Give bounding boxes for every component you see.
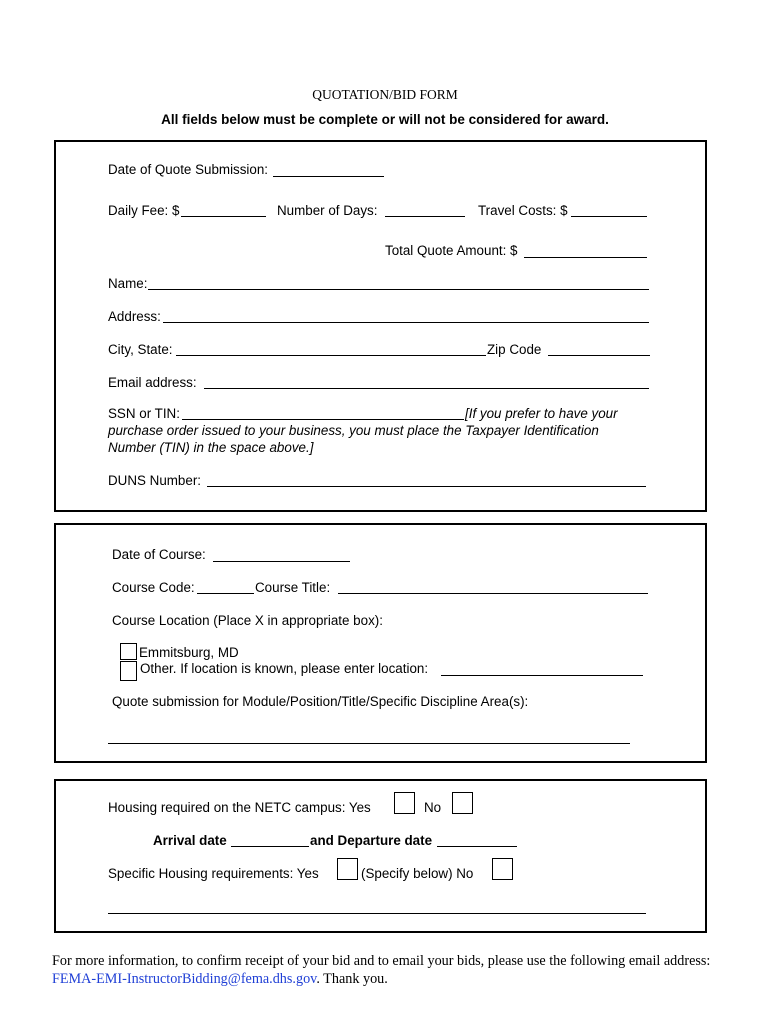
emmitsburg-checkbox[interactable] bbox=[120, 643, 137, 660]
duns-number-label: DUNS Number: bbox=[108, 473, 202, 488]
quote-details-section bbox=[54, 140, 707, 512]
total-quote-label: Total Quote Amount: $ bbox=[385, 243, 518, 258]
duns-number-field[interactable] bbox=[207, 486, 646, 487]
name-label: Name: bbox=[108, 276, 148, 291]
housing-required-label: Housing required on the NETC campus: Yes bbox=[108, 800, 371, 815]
emmitsburg-label: Emmitsburg, MD bbox=[139, 645, 239, 660]
specify-below-no-label: (Specify below) No bbox=[361, 866, 474, 881]
zip-code-field[interactable] bbox=[548, 355, 650, 356]
housing-no-checkbox[interactable] bbox=[452, 792, 473, 814]
arrival-date-label: Arrival date bbox=[153, 833, 227, 848]
address-label: Address: bbox=[108, 309, 161, 324]
quote-submission-field[interactable] bbox=[108, 743, 630, 744]
housing-no-label: No bbox=[424, 800, 442, 815]
date-of-course-field[interactable] bbox=[213, 561, 350, 562]
quote-submission-label: Quote submission for Module/Position/Title/Specific Discipline Area(s): bbox=[112, 694, 529, 709]
specific-housing-yes-checkbox[interactable] bbox=[337, 858, 358, 880]
city-state-label: City, State: bbox=[108, 342, 173, 357]
ssn-tin-note-line3: Number (TIN) in the space above.] bbox=[108, 440, 314, 455]
name-field[interactable] bbox=[148, 289, 649, 290]
footer-thanks: . Thank you. bbox=[316, 971, 388, 987]
zip-code-label: Zip Code bbox=[487, 342, 542, 357]
ssn-tin-note-line2: purchase order issued to your business, you must place the Taxpayer Identification bbox=[108, 423, 599, 438]
ssn-tin-label: SSN or TIN: bbox=[108, 406, 180, 421]
housing-yes-checkbox[interactable] bbox=[394, 792, 415, 814]
course-code-label: Course Code: bbox=[112, 580, 195, 595]
form-title: QUOTATION/BID FORM bbox=[312, 87, 458, 102]
date-of-quote-label: Date of Quote Submission: bbox=[108, 162, 269, 177]
email-address-label: Email address: bbox=[108, 375, 197, 390]
date-of-course-label: Date of Course: bbox=[112, 547, 206, 562]
ssn-tin-note-line1: [If you prefer to have your bbox=[465, 406, 618, 421]
ssn-tin-field[interactable] bbox=[182, 419, 464, 420]
contact-email-link[interactable]: FEMA-EMI-InstructorBidding@fema.dhs.gov bbox=[52, 971, 317, 987]
number-of-days-field[interactable] bbox=[385, 216, 465, 217]
footer-text: For more information, to confirm receipt of your bid and to email your bids, please use the following email address: bbox=[52, 953, 711, 969]
other-location-checkbox[interactable] bbox=[120, 661, 137, 681]
other-location-field[interactable] bbox=[441, 675, 643, 676]
departure-date-label: and Departure date bbox=[310, 833, 433, 848]
email-address-field[interactable] bbox=[204, 388, 649, 389]
address-field[interactable] bbox=[163, 322, 649, 323]
specific-housing-label: Specific Housing requirements: Yes bbox=[108, 866, 319, 881]
course-title-label: Course Title: bbox=[255, 580, 331, 595]
form-instructions: All fields below must be complete or will not be considered for award. bbox=[161, 112, 609, 127]
course-code-field[interactable] bbox=[197, 593, 254, 594]
other-location-label: Other. If location is known, please enter location: bbox=[140, 661, 429, 676]
travel-costs-label: Travel Costs: $ bbox=[478, 203, 568, 218]
footer-contact-info bbox=[52, 952, 732, 988]
course-title-field[interactable] bbox=[338, 593, 648, 594]
course-location-label: Course Location (Place X in appropriate box): bbox=[112, 613, 383, 628]
daily-fee-field[interactable] bbox=[181, 216, 266, 217]
travel-costs-field[interactable] bbox=[571, 216, 647, 217]
housing-requirements-field[interactable] bbox=[108, 913, 646, 914]
total-quote-field[interactable] bbox=[524, 257, 647, 258]
daily-fee-label: Daily Fee: $ bbox=[108, 203, 180, 218]
specific-housing-no-checkbox[interactable] bbox=[492, 858, 513, 880]
arrival-date-field[interactable] bbox=[231, 846, 309, 847]
date-of-quote-field[interactable] bbox=[273, 176, 384, 177]
city-state-field[interactable] bbox=[176, 355, 486, 356]
departure-date-field[interactable] bbox=[437, 846, 517, 847]
number-of-days-label: Number of Days: bbox=[277, 203, 378, 218]
